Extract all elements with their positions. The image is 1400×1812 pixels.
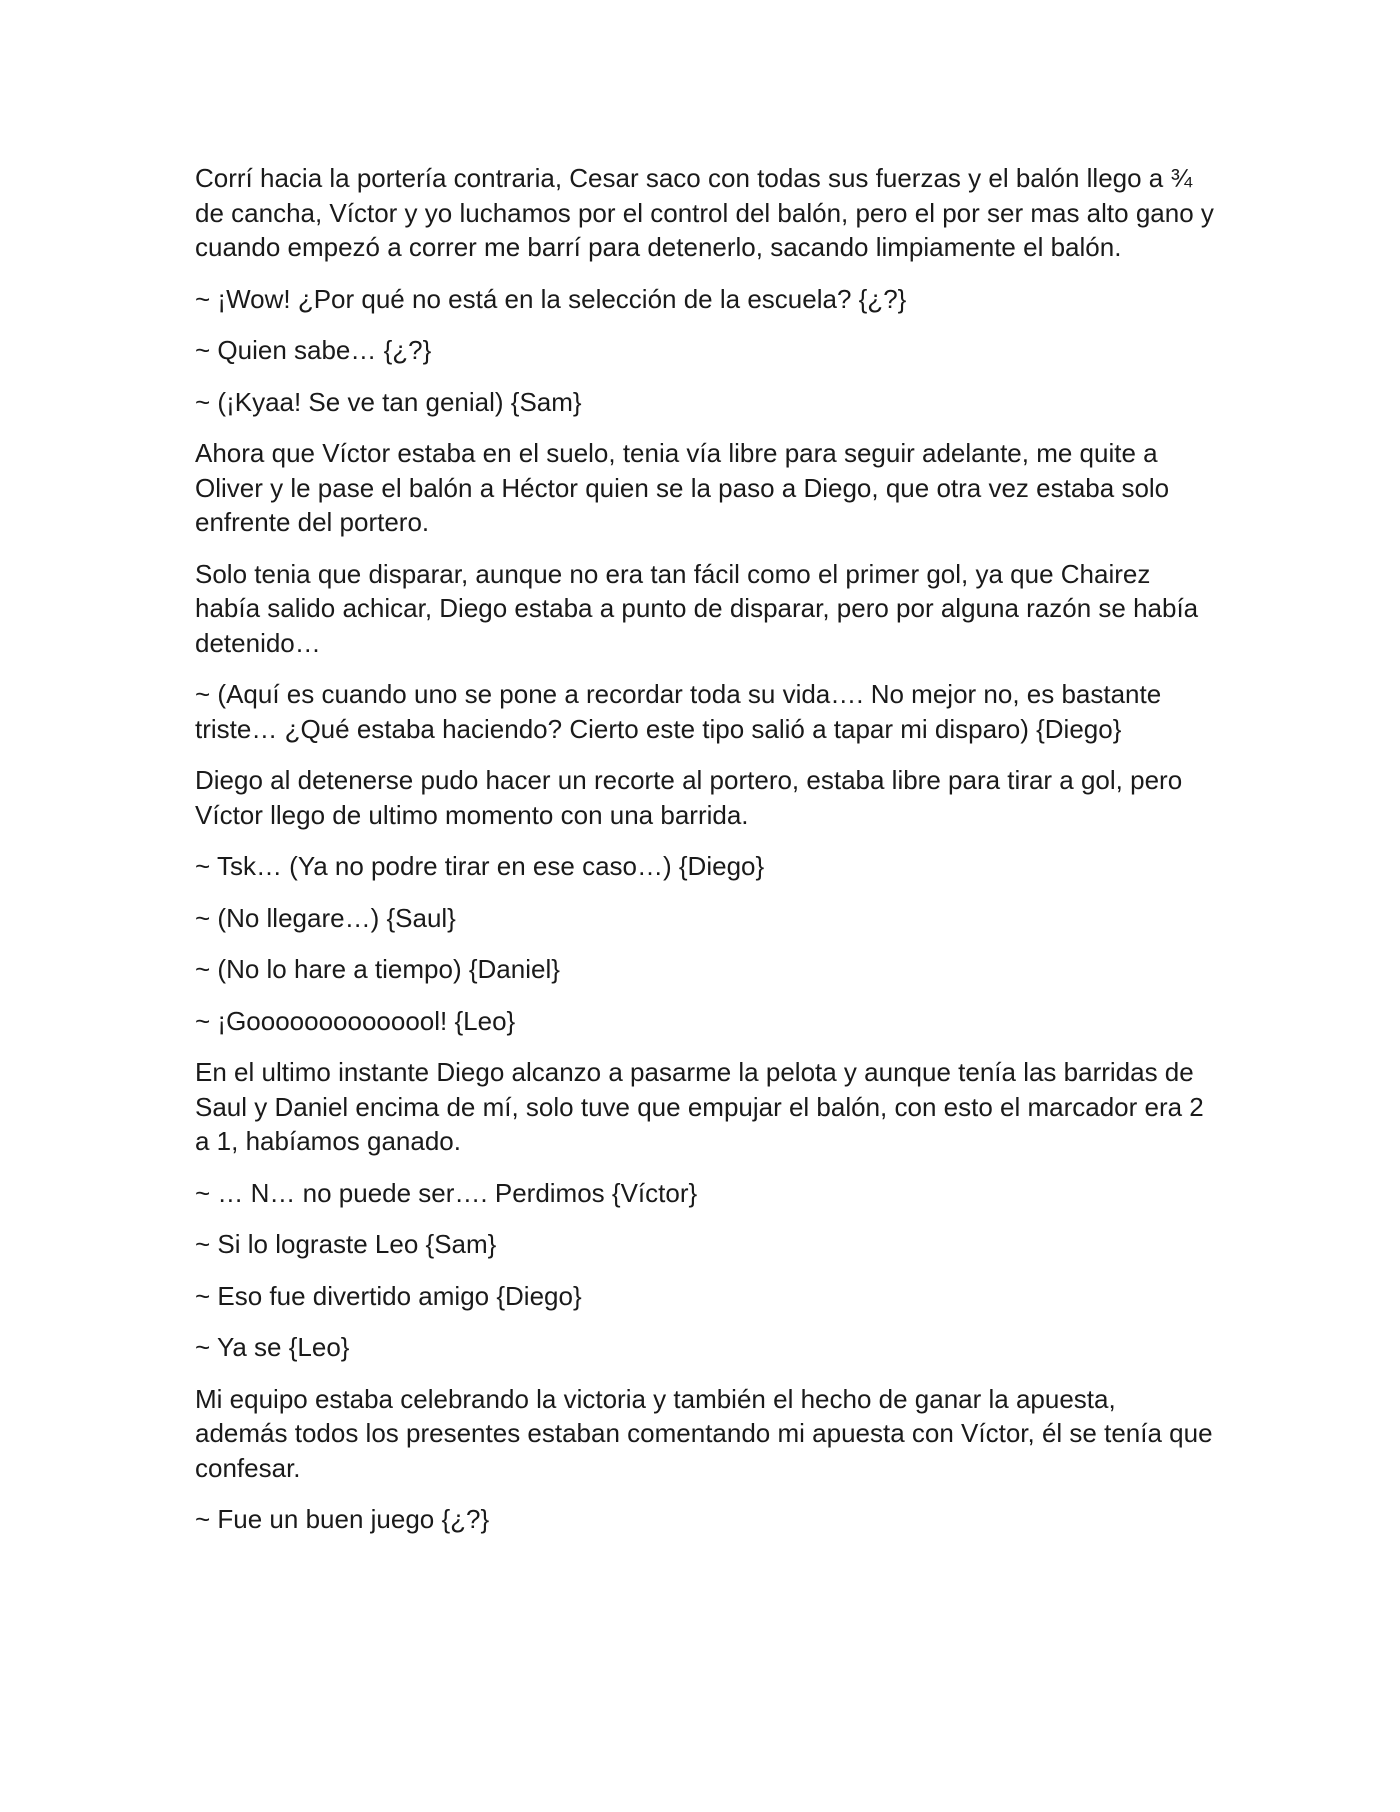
dialogue-line: ~ Tsk… (Ya no podre tirar en ese caso…) {Diego} (195, 851, 765, 881)
dialogue-line: ~ ¡Goooooooooooool! {Leo} (195, 1005, 516, 1036)
narrative-paragraph: En el ultimo instante Diego alcanzo a pasarme la pelota y aunque tenía las barridas de Saul y Daniel encima de mí, solo tuve que empujar el balón, con esto el marcador era 2 a 1, habíamos ganado. (195, 1057, 1212, 1156)
narrative-paragraph: Diego al detenerse pudo hacer un recorte al portero, estaba libre para tirar a gol, pero Víctor llego de ultimo momento con una barrida. (195, 765, 1190, 830)
dialogue-line: ~ (Aquí es cuando uno se pone a recordar toda su vida…. No mejor no, es bastante triste… ¿Qué estaba haciendo? Cierto este tipo salió a tapar mi disparo) {Diego} (195, 679, 1169, 744)
dialogue-line: ~ Fue un buen juego {¿?} (195, 1504, 490, 1534)
dialogue-line: ~ Ya se {Leo} (195, 1332, 350, 1362)
dialogue-line: ~ Quien sabe… {¿?} (195, 335, 432, 365)
narrative-paragraph: Corrí hacia la portería contraria, Cesar saco con todas sus fuerzas y el balón llego a ¾ de cancha, Víctor y yo luchamos por el control del balón, pero el por ser mas alto gano y cuando empezó a correr me barrí para detenerlo, sacando limpiamente el balón. (195, 163, 1222, 262)
dialogue-line: ~ Eso fue divertido amigo {Diego} (195, 1280, 582, 1311)
dialogue-line: ~ ¡Wow! ¿Por qué no está en la selección de la escuela? {¿?} (195, 283, 907, 314)
dialogue-line: ~ (No llegare…) {Saul} (195, 902, 456, 933)
document-body (195, 161, 1222, 1554)
dialogue-line: ~ Si lo lograste Leo {Sam} (195, 1229, 497, 1259)
dialogue-line: ~ (No lo hare a tiempo) {Daniel} (195, 954, 560, 984)
dialogue-line: ~ … N… no puede ser…. Perdimos {Víctor} (195, 1177, 698, 1208)
narrative-paragraph: Ahora que Víctor estaba en el suelo, tenia vía libre para seguir adelante, me quite a Oliver y le pase el balón a Héctor quien se la paso a Diego, que otra vez estaba solo enfrente del portero. (195, 438, 1177, 537)
narrative-paragraph: Solo tenia que disparar, aunque no era tan fácil como el primer gol, ya que Chairez había salido achicar, Diego estaba a punto de disparar, pero por alguna razón se había detenido… (195, 558, 1206, 658)
dialogue-line: ~ (¡Kyaa! Se ve tan genial) {Sam} (195, 386, 582, 417)
narrative-paragraph: Mi equipo estaba celebrando la victoria y también el hecho de ganar la apuesta, además todos los presentes estaban comentando mi apuesta con Víctor, él se tenía que confesar. (195, 1383, 1220, 1483)
